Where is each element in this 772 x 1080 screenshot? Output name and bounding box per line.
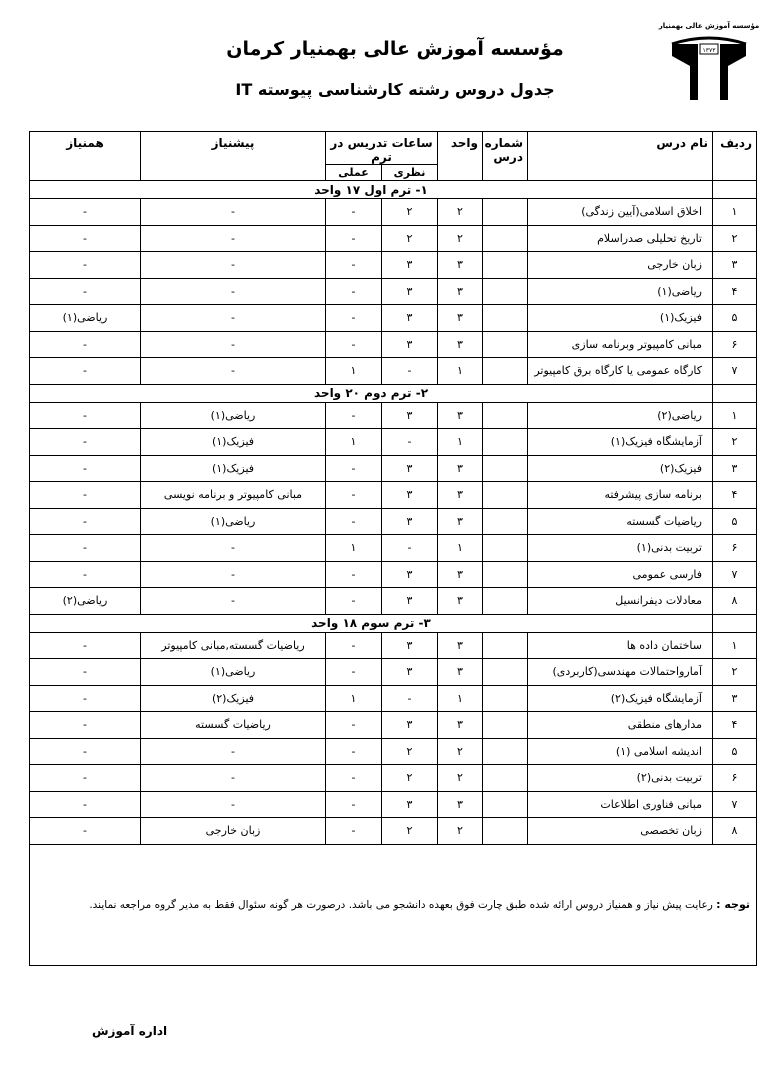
cell-corequisite: - [30,429,141,456]
cell-units: ۳ [438,712,483,739]
cell-theory-hours: ۳ [382,402,438,429]
cell-corequisite: - [30,402,141,429]
cell-course-code [483,791,528,818]
cell-units: ۲ [438,818,483,845]
cell-theory-hours: ۳ [382,791,438,818]
cell-corequisite: - [30,818,141,845]
table-row [30,199,757,226]
cell-corequisite: - [30,199,141,226]
cell-theory-hours: ۳ [382,252,438,279]
cell-theory-hours: ۳ [382,508,438,535]
note-text: رعایت پیش نیاز و همنیاز دروس ارائه شده طبق چارت فوق بعهده دانشجو می باشد. درصورت هر گونه سئوال فقط به مدیر گروه مراجعه نمایند. [89,899,713,911]
cell-units: ۲ [438,225,483,252]
cell-corequisite: - [30,791,141,818]
cell-units: ۳ [438,331,483,358]
cell-course-name: آمارواحتمالات مهندسی(کاربردی) [528,659,713,686]
cell-practical-hours: - [326,278,382,305]
cell-course-name: ریاضی(۲) [528,402,713,429]
cell-course-code [483,278,528,305]
table-row [30,791,757,818]
cell-units: ۳ [438,455,483,482]
cell-units: ۱ [438,429,483,456]
cell-course-code [483,535,528,562]
cell-units: ۲ [438,765,483,792]
cell-row-number: ۴ [713,278,757,305]
col-theory: نظری [382,165,438,181]
cell-row-number: ۲ [713,659,757,686]
cell-theory-hours: ۳ [382,659,438,686]
cell-row-number: ۲ [713,225,757,252]
col-practical: عملی [326,165,382,181]
cell-units: ۳ [438,482,483,509]
cell-course-name: ساختمان داده ها [528,632,713,659]
cell-practical-hours: - [326,738,382,765]
cell-units: ۲ [438,738,483,765]
cell-course-code [483,252,528,279]
cell-row-number: ۱ [713,632,757,659]
cell-practical-hours: ۱ [326,358,382,385]
col-prereq: پیشنیاز [141,132,326,181]
cell-course-name: فارسی عمومی [528,561,713,588]
cell-units: ۳ [438,561,483,588]
cell-course-code [483,588,528,615]
cell-units: ۳ [438,252,483,279]
table-row [30,278,757,305]
cell-course-name: معادلات دیفرانسیل [528,588,713,615]
cell-prerequisite: - [141,358,326,385]
cell-theory-hours: - [382,429,438,456]
cell-row-number: ۷ [713,358,757,385]
cell-course-name: ریاضیات گسسته [528,508,713,535]
cell-course-code [483,305,528,332]
cell-course-code [483,331,528,358]
cell-practical-hours: - [326,455,382,482]
cell-units: ۱ [438,535,483,562]
cell-corequisite: - [30,685,141,712]
cell-prerequisite: - [141,765,326,792]
cell-theory-hours: ۳ [382,482,438,509]
cell-course-code [483,765,528,792]
cell-units: ۳ [438,791,483,818]
cell-prerequisite: - [141,252,326,279]
cell-row-number: ۸ [713,588,757,615]
cell-prerequisite: - [141,305,326,332]
cell-practical-hours: - [326,482,382,509]
cell-course-name: آزمایشگاه فیزیک(۲) [528,685,713,712]
cell-row-number: ۵ [713,738,757,765]
cell-row-number: ۷ [713,791,757,818]
cell-theory-hours: ۲ [382,225,438,252]
cell-course-name: تربیت بدنی(۱) [528,535,713,562]
cell-course-name: آزمایشگاه فیزیک(۱) [528,429,713,456]
cell-theory-hours: - [382,358,438,385]
cell-units: ۳ [438,508,483,535]
cell-row-number: ۳ [713,252,757,279]
cell-units: ۳ [438,278,483,305]
cell-prerequisite: فیزیک(۱) [141,429,326,456]
cell-course-code [483,402,528,429]
cell-row-number: ۱ [713,402,757,429]
cell-theory-hours: - [382,685,438,712]
cell-theory-hours: ۳ [382,331,438,358]
cell-theory-hours: ۳ [382,561,438,588]
cell-prerequisite: - [141,588,326,615]
term-header-row [30,614,757,632]
cell-corequisite: ریاضی(۱) [30,305,141,332]
cell-course-code [483,199,528,226]
cell-prerequisite: - [141,791,326,818]
cell-practical-hours: ۱ [326,685,382,712]
cell-course-name: فیزیک(۱) [528,305,713,332]
table-row [30,482,757,509]
table-row [30,402,757,429]
cell-practical-hours: - [326,199,382,226]
cell-course-code [483,712,528,739]
cell-prerequisite: فیزیک(۲) [141,685,326,712]
cell-course-name: تربیت بدنی(۲) [528,765,713,792]
cell-prerequisite: - [141,199,326,226]
cell-practical-hours: ۱ [326,429,382,456]
cell-course-code [483,685,528,712]
cell-corequisite: - [30,358,141,385]
term-spacer [713,614,757,632]
cell-course-code [483,818,528,845]
cell-course-code [483,561,528,588]
cell-corequisite: - [30,765,141,792]
cell-corequisite: - [30,659,141,686]
cell-prerequisite: ریاضیات گسسته [141,712,326,739]
cell-practical-hours: - [326,659,382,686]
term-header-row [30,384,757,402]
term-title: ۲- ترم دوم ۲۰ واحد [30,384,713,402]
cell-theory-hours: ۲ [382,738,438,765]
note-label: توجه : [716,898,750,911]
table-row [30,305,757,332]
cell-course-name: برنامه سازی پیشرفته [528,482,713,509]
cell-course-name: تاریخ تحلیلی صدراسلام [528,225,713,252]
cell-row-number: ۶ [713,535,757,562]
cell-units: ۳ [438,402,483,429]
table-row [30,252,757,279]
col-units: واحد [438,132,483,181]
cell-prerequisite: - [141,331,326,358]
cell-prerequisite: - [141,278,326,305]
cell-row-number: ۶ [713,331,757,358]
cell-units: ۱ [438,685,483,712]
cell-prerequisite: فیزیک(۱) [141,455,326,482]
cell-practical-hours: - [326,818,382,845]
table-row [30,358,757,385]
cell-theory-hours: ۳ [382,712,438,739]
cell-practical-hours: - [326,305,382,332]
cell-practical-hours: - [326,508,382,535]
cell-practical-hours: - [326,712,382,739]
cell-theory-hours: - [382,535,438,562]
cell-units: ۱ [438,358,483,385]
footer-department: اداره آموزش [92,1024,168,1038]
table-row [30,588,757,615]
cell-practical-hours: - [326,225,382,252]
cell-theory-hours: ۳ [382,632,438,659]
cell-course-code [483,659,528,686]
table-row [30,455,757,482]
table-row [30,508,757,535]
cell-corequisite: - [30,712,141,739]
cell-row-number: ۱ [713,199,757,226]
term-title: ۳- ترم سوم ۱۸ واحد [30,614,713,632]
cell-row-number: ۳ [713,685,757,712]
cell-units: ۲ [438,199,483,226]
cell-corequisite: ریاضی(۲) [30,588,141,615]
institute-logo [658,14,760,104]
cell-practical-hours: - [326,632,382,659]
cell-row-number: ۵ [713,508,757,535]
table-row [30,659,757,686]
cell-prerequisite: - [141,225,326,252]
cell-theory-hours: ۳ [382,305,438,332]
cell-units: ۳ [438,659,483,686]
page-subtitle: جدول دروس رشته کارشناسی پیوسته IT [235,80,555,99]
course-table [29,131,757,966]
cell-corequisite: - [30,278,141,305]
cell-corequisite: - [30,535,141,562]
cell-corequisite: - [30,508,141,535]
term-title: ۱- ترم اول ۱۷ واحد [30,181,713,199]
cell-row-number: ۸ [713,818,757,845]
cell-prerequisite: ریاضی(۱) [141,402,326,429]
cell-course-name: زبان خارجی [528,252,713,279]
cell-course-code [483,358,528,385]
cell-corequisite: - [30,632,141,659]
cell-practical-hours: - [326,252,382,279]
cell-units: ۳ [438,305,483,332]
cell-row-number: ۵ [713,305,757,332]
cell-row-number: ۳ [713,455,757,482]
cell-units: ۳ [438,588,483,615]
table-row [30,535,757,562]
cell-prerequisite: ریاضی(۱) [141,659,326,686]
institute-title: مؤسسه آموزش عالی بهمنیار کرمان [226,38,564,60]
table-row [30,738,757,765]
cell-course-code [483,508,528,535]
col-name: نام درس [528,132,713,181]
cell-course-name: زبان تخصصی [528,818,713,845]
cell-practical-hours: - [326,791,382,818]
cell-prerequisite: ریاضی(۱) [141,508,326,535]
term-spacer [713,384,757,402]
cell-corequisite: - [30,225,141,252]
col-hours: ساعات تدریس در ترم [326,132,438,165]
col-row: ردیف [713,132,757,181]
logo-text: مؤسسه آموزش عالی بهمنیار [658,22,760,30]
cell-corequisite: - [30,455,141,482]
cell-theory-hours: ۳ [382,455,438,482]
cell-prerequisite: ریاضیات گسسته,مبانی کامپیوتر [141,632,326,659]
cell-course-code [483,482,528,509]
term-spacer [713,181,757,199]
table-row [30,632,757,659]
cell-course-name: کارگاه عمومی یا کارگاه برق کامپیوتر [528,358,713,385]
cell-practical-hours: - [326,331,382,358]
cell-practical-hours: - [326,588,382,615]
cell-course-name: فیزیک(۲) [528,455,713,482]
table-row [30,429,757,456]
cell-theory-hours: ۲ [382,765,438,792]
note [30,844,757,965]
cell-practical-hours: - [326,561,382,588]
cell-practical-hours: ۱ [326,535,382,562]
table-row [30,685,757,712]
cell-prerequisite: مبانی کامپیوتر و برنامه نویسی [141,482,326,509]
logo-year: ۱۳۷۳ [702,47,716,54]
cell-theory-hours: ۳ [382,588,438,615]
cell-prerequisite: - [141,561,326,588]
course-table-body [30,181,757,966]
cell-course-code [483,738,528,765]
cell-course-code [483,429,528,456]
table-row [30,712,757,739]
cell-prerequisite: - [141,738,326,765]
cell-corequisite: - [30,561,141,588]
cell-theory-hours: ۲ [382,818,438,845]
cell-row-number: ۶ [713,765,757,792]
cell-theory-hours: ۲ [382,199,438,226]
cell-course-code [483,225,528,252]
term-header-row [30,181,757,199]
cell-corequisite: - [30,331,141,358]
table-row [30,331,757,358]
cell-course-name: اخلاق اسلامی(آیین زندگی) [528,199,713,226]
cell-corequisite: - [30,252,141,279]
cell-course-code [483,455,528,482]
cell-row-number: ۴ [713,712,757,739]
note-row [30,844,757,965]
cell-course-name: ریاضی(۱) [528,278,713,305]
cell-course-name: مدارهای منطقی [528,712,713,739]
table-row [30,765,757,792]
table-row [30,561,757,588]
cell-practical-hours: - [326,765,382,792]
col-number: شماره درس [483,132,528,181]
cell-course-code [483,632,528,659]
cell-course-name: اندیشه اسلامی (۱) [528,738,713,765]
cell-row-number: ۲ [713,429,757,456]
table-row [30,225,757,252]
col-coreq: همنیاز [30,132,141,181]
cell-prerequisite: - [141,535,326,562]
cell-course-name: مبانی فناوری اطلاعات [528,791,713,818]
cell-prerequisite: زبان خارجی [141,818,326,845]
table-row [30,818,757,845]
cell-row-number: ۷ [713,561,757,588]
cell-corequisite: - [30,482,141,509]
cell-units: ۳ [438,632,483,659]
cell-practical-hours: - [326,402,382,429]
cell-course-name: مبانی کامپیوتر وبرنامه سازی [528,331,713,358]
cell-corequisite: - [30,738,141,765]
cell-row-number: ۴ [713,482,757,509]
cell-theory-hours: ۳ [382,278,438,305]
